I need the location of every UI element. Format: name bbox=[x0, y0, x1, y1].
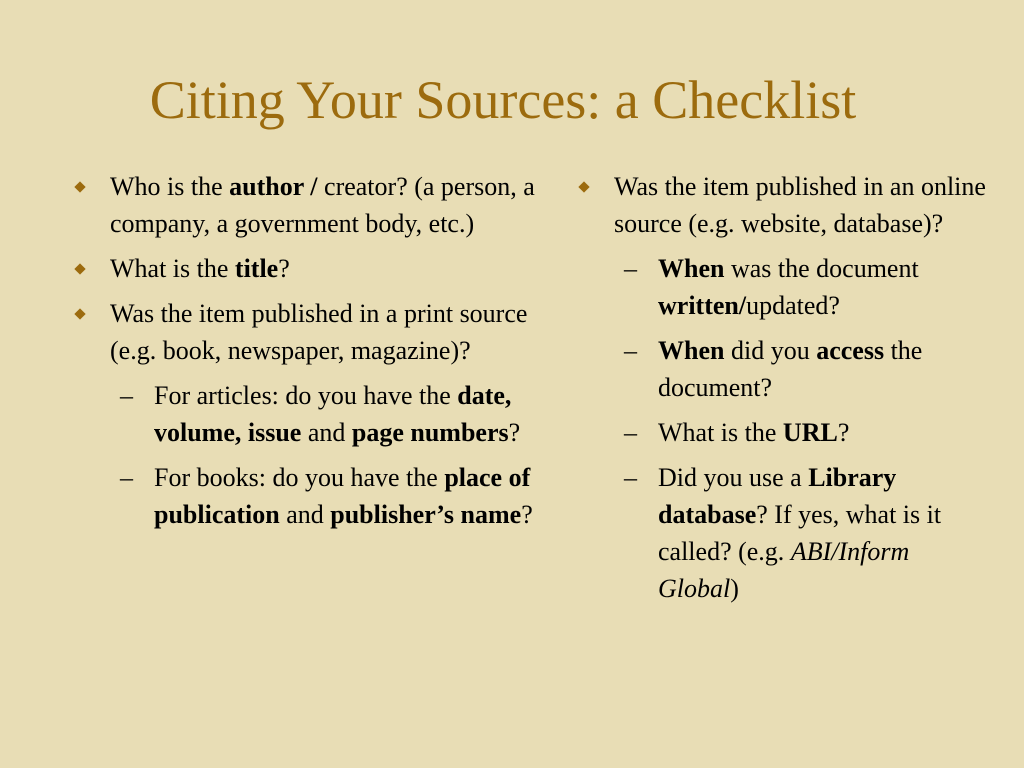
diamond-bullet-icon bbox=[74, 263, 85, 274]
sub-bullet-url bbox=[578, 414, 988, 451]
slide-title: Citing Your Sources: a Checklist bbox=[149, 70, 857, 130]
bullet-text: What is the title? bbox=[110, 254, 290, 283]
bullet-title bbox=[74, 250, 544, 287]
dash-marker: – bbox=[624, 254, 637, 283]
bullet-text: Was the item published in a print source (e.g. book, newspaper, magazine)? bbox=[110, 299, 528, 365]
sub-bullet-written bbox=[578, 250, 988, 324]
diamond-bullet-icon bbox=[74, 181, 85, 192]
bullet-author bbox=[74, 168, 544, 242]
dash-marker: – bbox=[120, 463, 133, 492]
sub-bullet-text: For books: do you have the place of publication and publisher’s name? bbox=[154, 463, 533, 529]
right-column bbox=[578, 168, 988, 615]
bullet-text: Was the item published in an online source (e.g. website, database)? bbox=[614, 172, 986, 238]
sub-bullet-text: Did you use a Library database? If yes, what is it called? (e.g. ABI/Inform Global) bbox=[658, 463, 942, 603]
dash-marker: – bbox=[624, 336, 637, 365]
dash-marker: – bbox=[120, 381, 133, 410]
sub-bullet-access bbox=[578, 332, 988, 406]
dash-marker: – bbox=[624, 463, 637, 492]
bullet-print-source bbox=[74, 295, 544, 369]
diamond-bullet-icon bbox=[74, 308, 85, 319]
left-column bbox=[74, 168, 544, 541]
dash-marker: – bbox=[624, 418, 637, 447]
bullet-text: Who is the author / creator? (a person, a company, a government body, etc.) bbox=[110, 172, 535, 238]
sub-bullet-text: When was the document written/updated? bbox=[658, 254, 919, 320]
bullet-online-source bbox=[578, 168, 988, 242]
sub-bullet-text: When did you access the document? bbox=[658, 336, 923, 402]
sub-bullet-books bbox=[74, 459, 544, 533]
diamond-bullet-icon bbox=[578, 181, 589, 192]
sub-bullet-text: For articles: do you have the date, volume, issue and page numbers? bbox=[154, 381, 521, 447]
sub-bullet-library-database bbox=[578, 459, 988, 607]
sub-bullet-text: What is the URL? bbox=[658, 418, 850, 447]
sub-bullet-articles bbox=[74, 377, 544, 451]
